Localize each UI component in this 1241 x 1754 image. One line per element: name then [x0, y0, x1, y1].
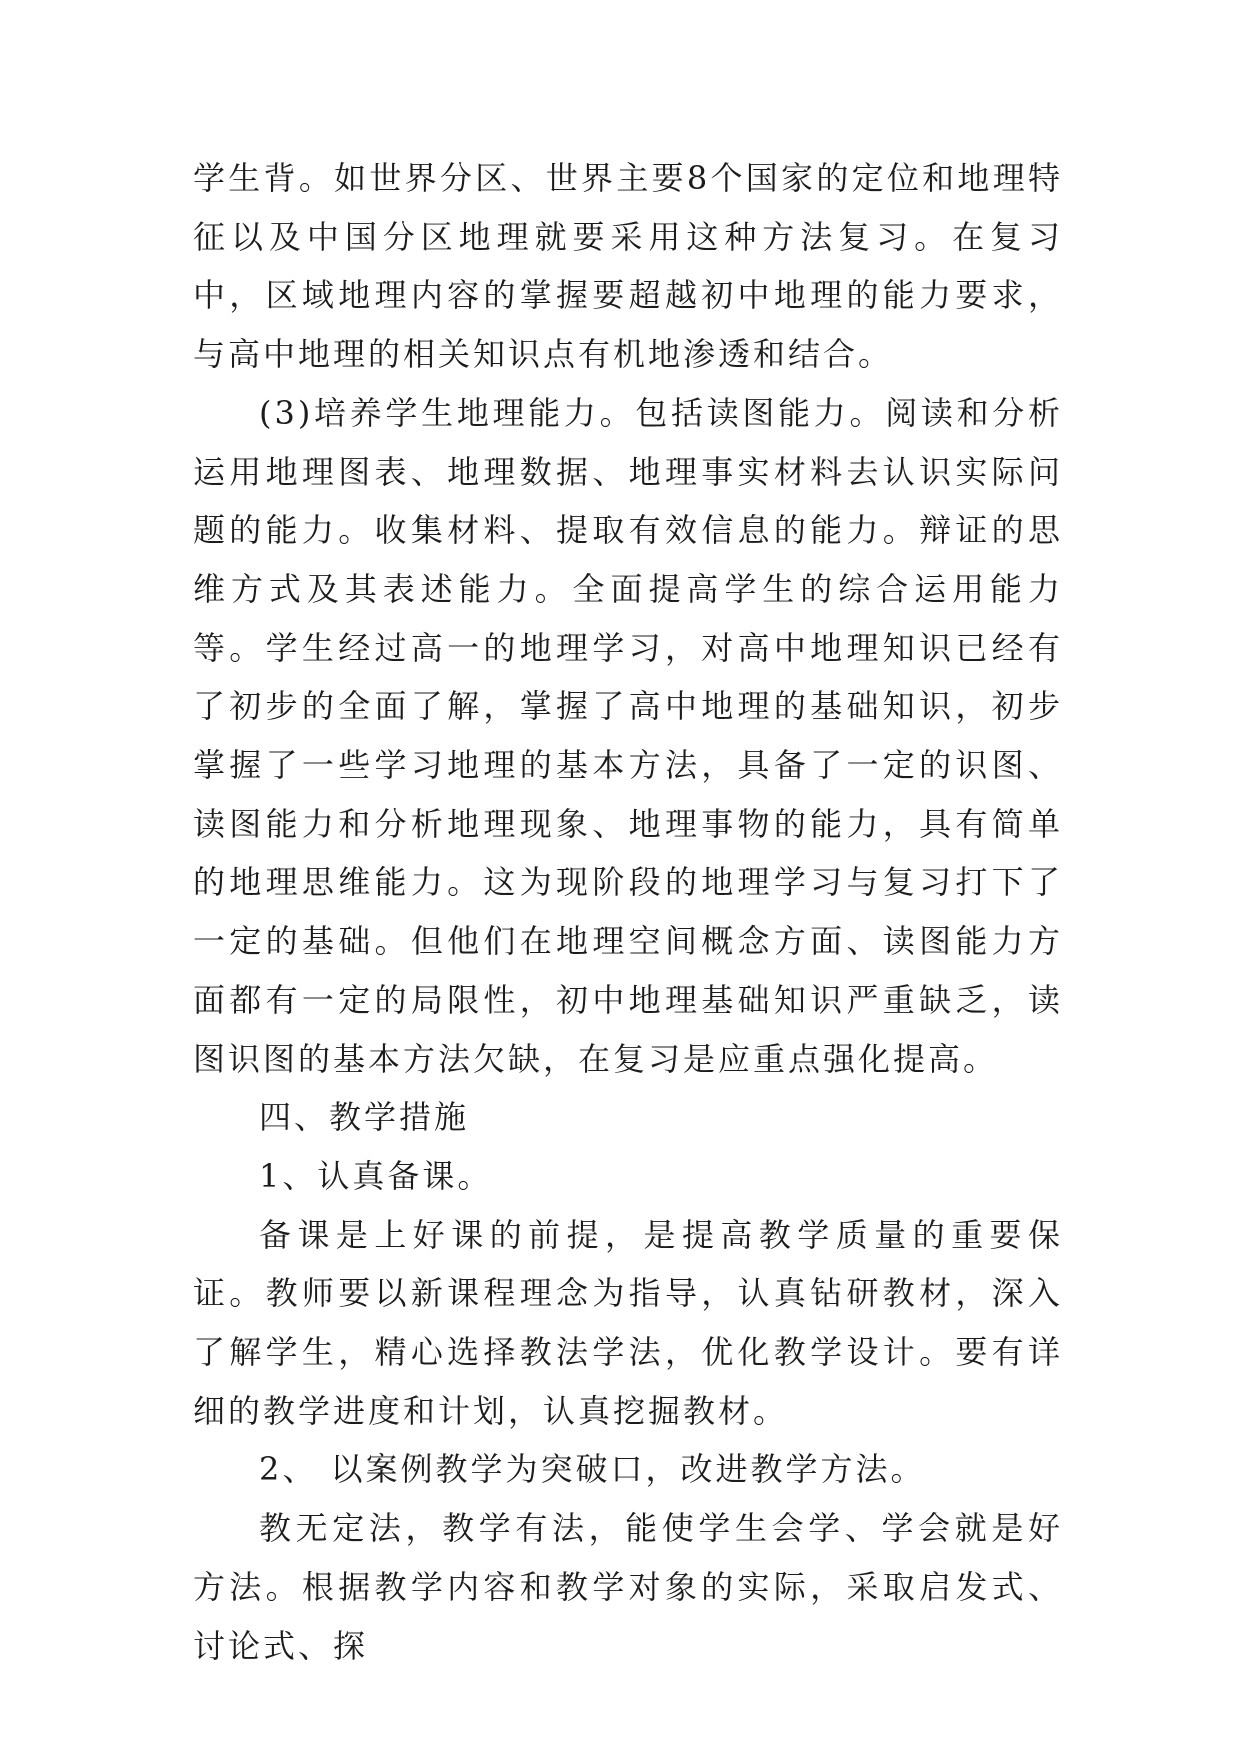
subheading-case-teaching: 2、 以案例教学为突破口，改进教学方法。	[259, 1450, 926, 1489]
paragraph-regional-geography: 学生背。如世界分区、世界主要8个国家的定位和地理特征以及中国分区地理就要采用这种方法复习。在复习中，区域地理内容的掌握要超越初中地理的能力要求，与高中地理的相关知识点有机地渗透和结合。	[193, 159, 1063, 374]
paragraph-lesson-preparation: 备课是上好课的前提，是提高教学质量的重要保证。教师要以新课程理念为指导，认真钻研教材，深入了解学生，精心选择教法学法，优化教学设计。要有详细的教学进度和计划，认真挖掘教材。	[193, 1215, 1063, 1430]
section-heading-teaching-measures: 四、教学措施	[259, 1098, 470, 1137]
subheading-lesson-preparation: 1、认真备课。	[259, 1156, 493, 1195]
paragraph-teaching-methods: 教无定法，教学有法，能使学生会学、学会就是好方法。根据教学内容和教学对象的实际，采取启发式、讨论式、探	[193, 1509, 1063, 1665]
paragraph-geography-ability: (3)培养学生地理能力。包括读图能力。阅读和分析运用地理图表、地理数据、地理事实材料去认识实际问题的能力。收集材料、提取有效信息的能力。辩证的思维方式及其表述能力。全面提高学生的综合运用能力等。学生经过高一的地理学习，对高中地理知识已经有了初步的全面了解，掌握了高中地理的基础知识，初步掌握了一些学习地理的基本方法，具备了一定的识图、读图能力和分析地理现象、地理事物的能力，具有简单的地理思维能力。这为现阶段的地理学习与复习打下了一定的基础。但他们在地理空间概念方面、读图能力方面都有一定的局限性，初中地理基础知识严重缺乏，读图识图的基本方法欠缺，在复习是应重点强化提高。	[193, 393, 1063, 1078]
document-body	[193, 149, 1063, 1675]
